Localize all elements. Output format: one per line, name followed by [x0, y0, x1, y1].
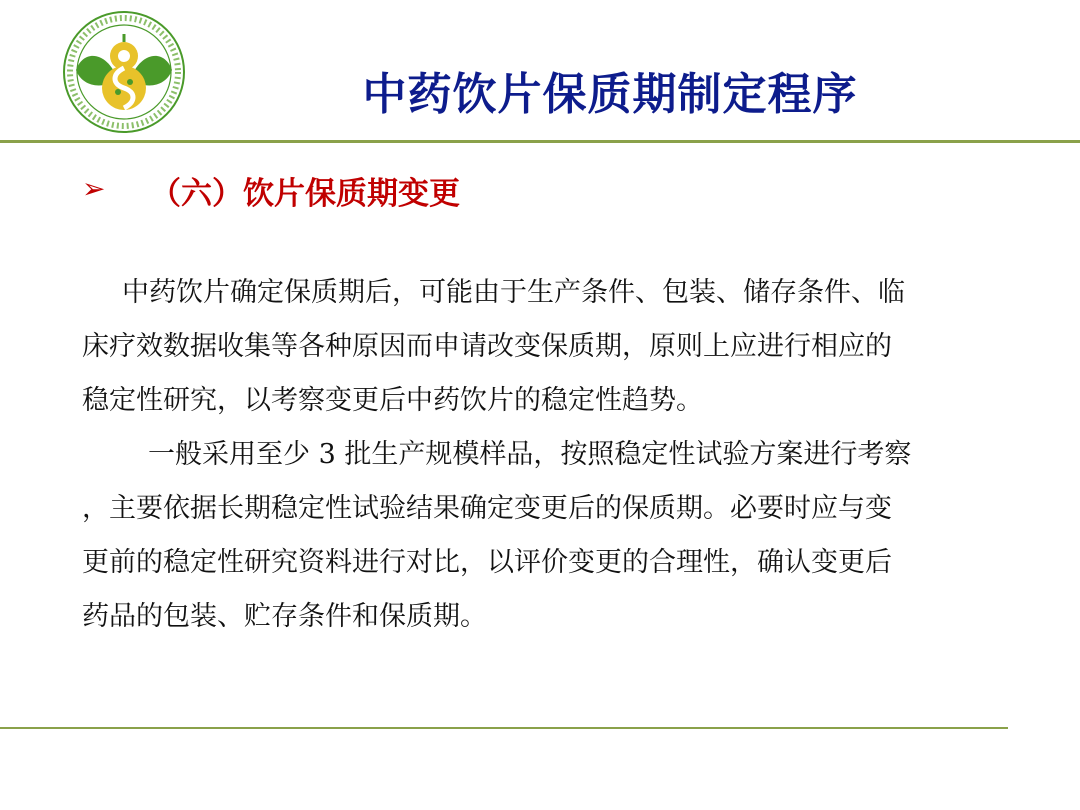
paragraph-line: 床疗效数据收集等各种原因而申请改变保质期，原则上应进行相应的 [82, 331, 892, 362]
institute-logo-icon [60, 8, 188, 136]
section-heading: （六）饮片保质期变更 [150, 176, 460, 212]
paragraph-line: 中药饮片确定保质期后，可能由于生产条件、包装、储存条件、临 [122, 277, 905, 308]
paragraph-1 [82, 266, 992, 428]
paragraph-line: 稳定性研究，以考察变更后中药饮片的稳定性趋势。 [82, 385, 703, 416]
header-divider [0, 140, 1080, 143]
paragraph-2 [82, 428, 992, 644]
arrow-bullet-icon: ➢ [82, 172, 106, 205]
paragraph-line: 药品的包装、贮存条件和保质期。 [82, 601, 487, 632]
footer-divider [0, 727, 1008, 729]
paragraph-line: ，主要依据长期稳定性试验结果确定变更后的保质期。必要时应与变 [82, 493, 892, 524]
paragraph-line: 一般采用至少 3 批生产规模样品，按照稳定性试验方案进行考察 [148, 439, 912, 470]
page-title: 中药饮片保质期制定程序 [362, 69, 858, 120]
paragraph-line: 更前的稳定性研究资料进行对比，以评价变更的合理性，确认变更后 [82, 547, 892, 578]
